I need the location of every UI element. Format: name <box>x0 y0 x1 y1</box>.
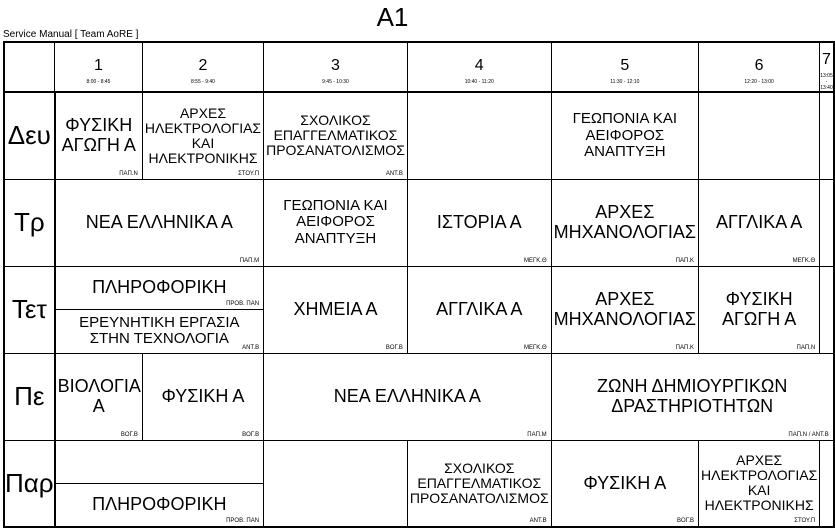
lesson-cell[interactable] <box>55 266 264 309</box>
period-number: 5 <box>620 57 630 74</box>
empty-cell[interactable] <box>264 440 408 527</box>
period-header <box>551 42 698 92</box>
subject-label: ΑΡΧΕΣ ΜΗΧΑΝΟΛΟΓΙΑΣ <box>553 289 697 329</box>
teacher-label: ΒΟΓ.Β <box>385 344 403 351</box>
teacher-label: ΣΤΟΥ.Π <box>794 518 816 524</box>
day-label: Δευ <box>4 92 55 179</box>
period-time: 10:40 - 11:20 <box>464 79 494 85</box>
teacher-label: ΒΟΓ.Β <box>677 518 695 524</box>
period-header <box>699 42 820 92</box>
subject-label: ΠΛΗΡΟΦΟΡΙΚΗ <box>92 494 227 515</box>
subject-label: ΕΡΕΥΝΗΤΙΚΗ ΕΡΓΑΣΙΑ ΣΤΗΝ ΤΕΧΝΟΛΟΓΙΑ <box>79 313 240 347</box>
period-header <box>264 42 408 92</box>
lesson-cell[interactable] <box>142 92 263 179</box>
period-time: 13:05 - 13:40 <box>820 73 833 91</box>
subject-label: ΑΡΧΕΣ ΗΛΕΚΤΡΟΛΟΓΙΑΣ ΚΑΙ ΗΛΕΚΤΡΟΝΙΚΗΣ <box>144 104 262 166</box>
lesson-cell[interactable] <box>55 92 143 179</box>
subject-label: ΝΕΑ ΕΛΛΗΝΙΚΑ Α <box>333 385 481 406</box>
lesson-cell[interactable] <box>264 266 408 353</box>
teacher-label: ΑΝΤ.Β <box>385 170 403 177</box>
teacher-label: ΜΕΓΚ.Θ <box>524 257 547 264</box>
empty-cell[interactable] <box>407 92 551 179</box>
subject-label: ΑΡΧΕΣ ΗΛΕΚΤΡΟΛΟΓΙΑΣ ΚΑΙ ΗΛΕΚΤΡΟΝΙΚΗΣ <box>701 452 818 514</box>
day-row <box>4 179 834 266</box>
day-row <box>4 266 834 309</box>
day-row <box>4 92 834 179</box>
subject-label: ΒΙΟΛΟΓΙΑ Α <box>57 376 141 416</box>
lesson-cell[interactable] <box>699 440 820 527</box>
subject-label: ΦΥΣΙΚΗ ΑΓΩΓΗ Α <box>61 115 136 155</box>
period-header <box>820 42 834 92</box>
subject-label: ΓΕΩΠΟΝΙΑ ΚΑΙ ΑΕΙΦΟΡΟΣ ΑΝΑΠΤΥΞΗ <box>572 110 678 160</box>
lesson-cell[interactable] <box>551 179 698 266</box>
subject-label: ΑΓΓΛΙΚΑ Α <box>436 298 523 319</box>
teacher-label: ΠΑΠ.Κ <box>675 257 695 264</box>
day-row <box>4 440 834 483</box>
subject-label: ΖΩΝΗ ΔΗΜΙΟΥΡΓΙΚΩΝ ΔΡΑΣΤΗΡΙΟΤΗΤΩΝ <box>597 376 788 416</box>
day-label: Τετ <box>4 266 55 353</box>
teacher-label: ΣΤΟΥ.Π <box>238 170 260 177</box>
subject-label: ΠΛΗΡΟΦΟΡΙΚΗ <box>92 276 227 297</box>
lesson-cell[interactable] <box>55 353 143 440</box>
header-row <box>4 42 834 92</box>
period-header <box>55 42 143 92</box>
period-time: 8:00 - 8:45 <box>86 79 111 85</box>
day-row <box>4 353 834 440</box>
teacher-label: ΑΝΤ.Β <box>529 518 547 524</box>
period-time: 11:30 - 12:10 <box>610 79 640 85</box>
lesson-cell[interactable] <box>699 179 820 266</box>
day-label: Πε <box>4 353 55 440</box>
period-number: 6 <box>754 57 764 74</box>
teacher-label: ΠΑΠ.Ν / ΑΝΤ.Β <box>788 431 829 438</box>
subject-label: ΣΧΟΛΙΚΟΣ ΕΠΑΓΓΕΛΜΑΤΙΚΟΣ ΠΡΟΣΑΝΑΤΟΛΙΣΜΟΣ <box>266 112 405 159</box>
lesson-cell[interactable] <box>551 440 698 527</box>
lesson-cell[interactable] <box>264 179 408 266</box>
empty-cell[interactable] <box>55 440 264 483</box>
subject-label: ΑΡΧΕΣ ΜΗΧΑΝΟΛΟΓΙΑΣ <box>553 202 697 242</box>
brand-label: Service Manual [ Team AoRE ] <box>3 29 139 40</box>
lesson-cell[interactable] <box>55 483 264 527</box>
lesson-cell[interactable] <box>55 179 264 266</box>
lesson-cell[interactable] <box>551 266 698 353</box>
period-number: 7 <box>822 51 831 68</box>
teacher-label: ΜΕΓΚ.Θ <box>792 257 816 264</box>
subject-label: ΝΕΑ ΕΛΛΗΝΙΚΑ Α <box>85 211 233 232</box>
period-time: 8:55 - 9:40 <box>191 79 215 85</box>
lesson-cell[interactable] <box>55 309 264 353</box>
empty-cell[interactable] <box>820 266 834 353</box>
day-label: Τρ <box>4 179 55 266</box>
lesson-cell[interactable] <box>407 179 551 266</box>
empty-cell[interactable] <box>820 440 834 527</box>
subject-label: ΦΥΣΙΚΗ Α <box>583 472 667 493</box>
teacher-label: ΠΑΠ.Ν <box>796 344 816 351</box>
lesson-cell[interactable] <box>407 266 551 353</box>
teacher-label: ΠΑΠ.Μ <box>527 431 547 438</box>
subject-label: ΣΧΟΛΙΚΟΣ ΕΠΑΓΓΕΛΜΑΤΙΚΟΣ ΠΡΟΣΑΝΑΤΟΛΙΣΜΟΣ <box>409 459 549 506</box>
subject-label: ΦΥΣΙΚΗ ΑΓΩΓΗ Α <box>721 289 797 329</box>
teacher-label: ΠΡΟΒ. ΠΑΝ <box>226 518 260 524</box>
teacher-label: ΜΕΓΚ.Θ <box>524 344 547 351</box>
period-number: 3 <box>331 57 340 74</box>
teacher-label: ΒΟΓ.Β <box>120 431 138 438</box>
empty-cell[interactable] <box>820 92 834 179</box>
teacher-label: ΠΑΠ.Μ <box>239 257 260 264</box>
empty-cell[interactable] <box>820 179 834 266</box>
lesson-cell[interactable] <box>264 353 552 440</box>
day-label: Παρ <box>4 440 55 527</box>
teacher-label: ΠΡΟΒ. ΠΑΝ <box>226 300 260 307</box>
subject-label: ΑΓΓΛΙΚΑ Α <box>715 211 803 232</box>
period-number: 4 <box>474 57 484 74</box>
corner-cell <box>4 42 55 92</box>
subject-label: ΧΗΜΕΙΑ Α <box>293 298 378 319</box>
lesson-cell[interactable] <box>407 440 551 527</box>
teacher-label: ΑΝΤ.Β <box>242 344 260 351</box>
period-header <box>142 42 263 92</box>
lesson-cell[interactable] <box>699 266 820 353</box>
empty-cell[interactable] <box>699 92 820 179</box>
subject-label: ΓΕΩΠΟΝΙΑ ΚΑΙ ΑΕΙΦΟΡΟΣ ΑΝΑΠΤΥΞΗ <box>283 197 388 247</box>
period-number: 1 <box>94 57 103 74</box>
lesson-cell[interactable] <box>142 353 263 440</box>
teacher-label: ΠΑΠ.Κ <box>675 344 695 351</box>
teacher-label: ΠΑΠ.Ν <box>119 170 138 177</box>
teacher-label: ΒΟΓ.Β <box>242 431 260 438</box>
subject-label: ΦΥΣΙΚΗ Α <box>161 385 245 406</box>
period-time: 9:45 - 10:30 <box>322 79 349 85</box>
period-time: 12:20 - 13:00 <box>744 79 774 85</box>
period-number: 2 <box>198 57 208 74</box>
lesson-cell[interactable] <box>264 92 408 179</box>
lesson-cell[interactable] <box>551 92 698 179</box>
lesson-cell[interactable] <box>551 353 834 440</box>
period-header <box>407 42 551 92</box>
timetable <box>3 41 835 528</box>
subject-label: ΙΣΤΟΡΙΑ Α <box>436 211 522 232</box>
page-title: A1 <box>376 2 409 32</box>
